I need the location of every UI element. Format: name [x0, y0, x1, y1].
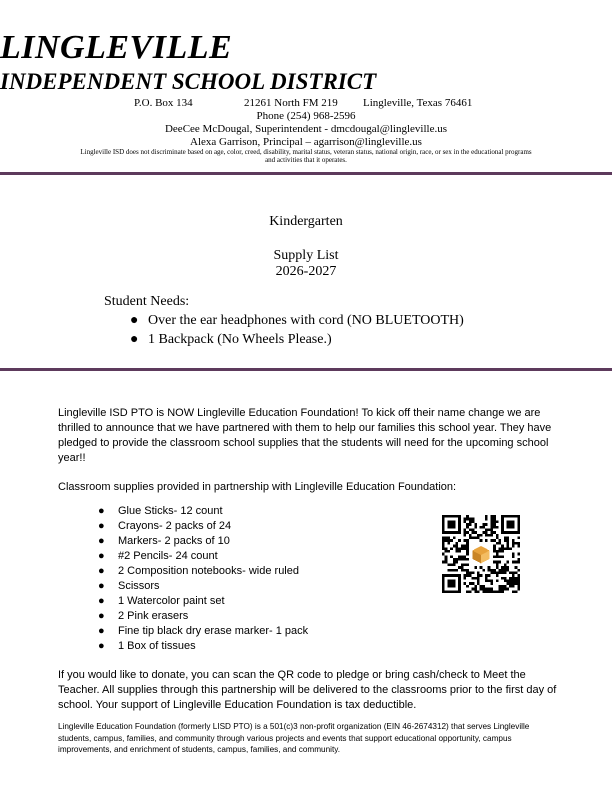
- list-item-text: Over the ear headphones with cord (NO BLUETOOTH): [148, 313, 464, 328]
- list-item-text: Crayons- 2 packs of 24: [118, 520, 232, 532]
- district-phone: Phone (254) 968-2596: [256, 110, 356, 122]
- bullet: ●: [98, 565, 105, 577]
- bullet: ●: [130, 313, 139, 328]
- bullet: ●: [98, 550, 105, 562]
- student-needs-list: [130, 311, 464, 349]
- school-year: 2026-2027: [275, 264, 337, 279]
- list-item: [130, 311, 464, 330]
- list-item-text: 2 Composition notebooks- wide ruled: [118, 565, 299, 577]
- list-item-text: Scissors: [118, 580, 160, 592]
- list-item-text: 1 Box of tissues: [118, 640, 196, 652]
- bullet: ●: [98, 535, 105, 547]
- city-state-zip: Lingleville, Texas 76461: [363, 97, 473, 109]
- section-divider: [0, 368, 612, 371]
- foundation-fine-print: Lingleville Education Foundation (formerly LISD PTO) is a 501(c)3 non-profit organization (EIN 46-2674312) that serves Lingleville students, campus, families, and community through various projects and events that support educational opportunity, campus improvements, and enrichment of students, campus, families, and community.: [58, 722, 530, 754]
- district-name: LINGLEVILLE: [0, 29, 233, 66]
- qr-code-icon[interactable]: [442, 515, 520, 593]
- classroom-supplies-list: [98, 504, 308, 654]
- bullet: ●: [130, 332, 139, 347]
- street-address: 21261 North FM 219: [244, 97, 338, 109]
- address-row: [0, 97, 612, 111]
- bullet: ●: [98, 580, 105, 592]
- list-item: [98, 594, 308, 609]
- bullet: ●: [98, 505, 105, 517]
- donation-info: If you would like to donate, you can scan the QR code to pledge or bring cash/check to Meet the Teacher. All supplies through this partnership will be delivered to the classrooms prior to the first day of school. Your support of Lingleville Education Foundation is tax deductible.: [58, 669, 557, 711]
- list-item-text: 1 Watercolor paint set: [118, 595, 225, 607]
- list-item-text: 2 Pink erasers: [118, 610, 189, 622]
- principal-contact: Alexa Garrison, Principal – agarrison@lingleville.us: [190, 136, 422, 148]
- list-item: [98, 624, 308, 639]
- list-item-text: Glue Sticks- 12 count: [118, 505, 223, 517]
- student-needs-label: Student Needs:: [104, 294, 190, 309]
- bullet: ●: [98, 625, 105, 637]
- list-item: [98, 534, 308, 549]
- bullet: ●: [98, 520, 105, 532]
- bullet: ●: [98, 640, 105, 652]
- list-item: [98, 504, 308, 519]
- list-item-text: Markers- 2 packs of 10: [118, 535, 230, 547]
- superintendent-contact: DeeCee McDougal, Superintendent - dmcdougal@lingleville.us: [164, 123, 447, 135]
- list-item: [98, 639, 308, 654]
- bullet: ●: [98, 595, 105, 607]
- bullet: ●: [98, 610, 105, 622]
- grade-level: Kindergarten: [269, 214, 343, 229]
- list-item-text: Fine tip black dry erase marker- 1 pack: [118, 625, 309, 637]
- list-item: [98, 579, 308, 594]
- list-item: [98, 609, 308, 624]
- header-divider: [0, 172, 612, 175]
- supply-list-title: Supply List: [273, 248, 339, 263]
- list-item-text: #2 Pencils- 24 count: [118, 550, 218, 562]
- nondiscrimination-notice: Lingleville ISD does not discriminate based on age, color, creed, disability, marital status, veteran status, national origin, race, or sex in the educational programs and activities that it operates.: [80, 148, 532, 164]
- list-item: [98, 564, 308, 579]
- po-box: P.O. Box 134: [134, 97, 193, 109]
- district-subtitle: INDEPENDENT SCHOOL DISTRICT: [0, 69, 377, 94]
- classroom-supplies-heading: Classroom supplies provided in partnership with Lingleville Education Foundation:: [58, 481, 457, 493]
- list-item-text: 1 Backpack (No Wheels Please.): [148, 332, 332, 347]
- foundation-intro: Lingleville ISD PTO is NOW Lingleville Education Foundation! To kick off their name change we are thrilled to announce that we have partnered with them to help our families this school year. They have pledged to provide the classroom school supplies that the students will need for the upcoming school year!!: [58, 407, 552, 464]
- list-item: [98, 519, 308, 534]
- list-item: [130, 330, 464, 349]
- list-item: [98, 549, 308, 564]
